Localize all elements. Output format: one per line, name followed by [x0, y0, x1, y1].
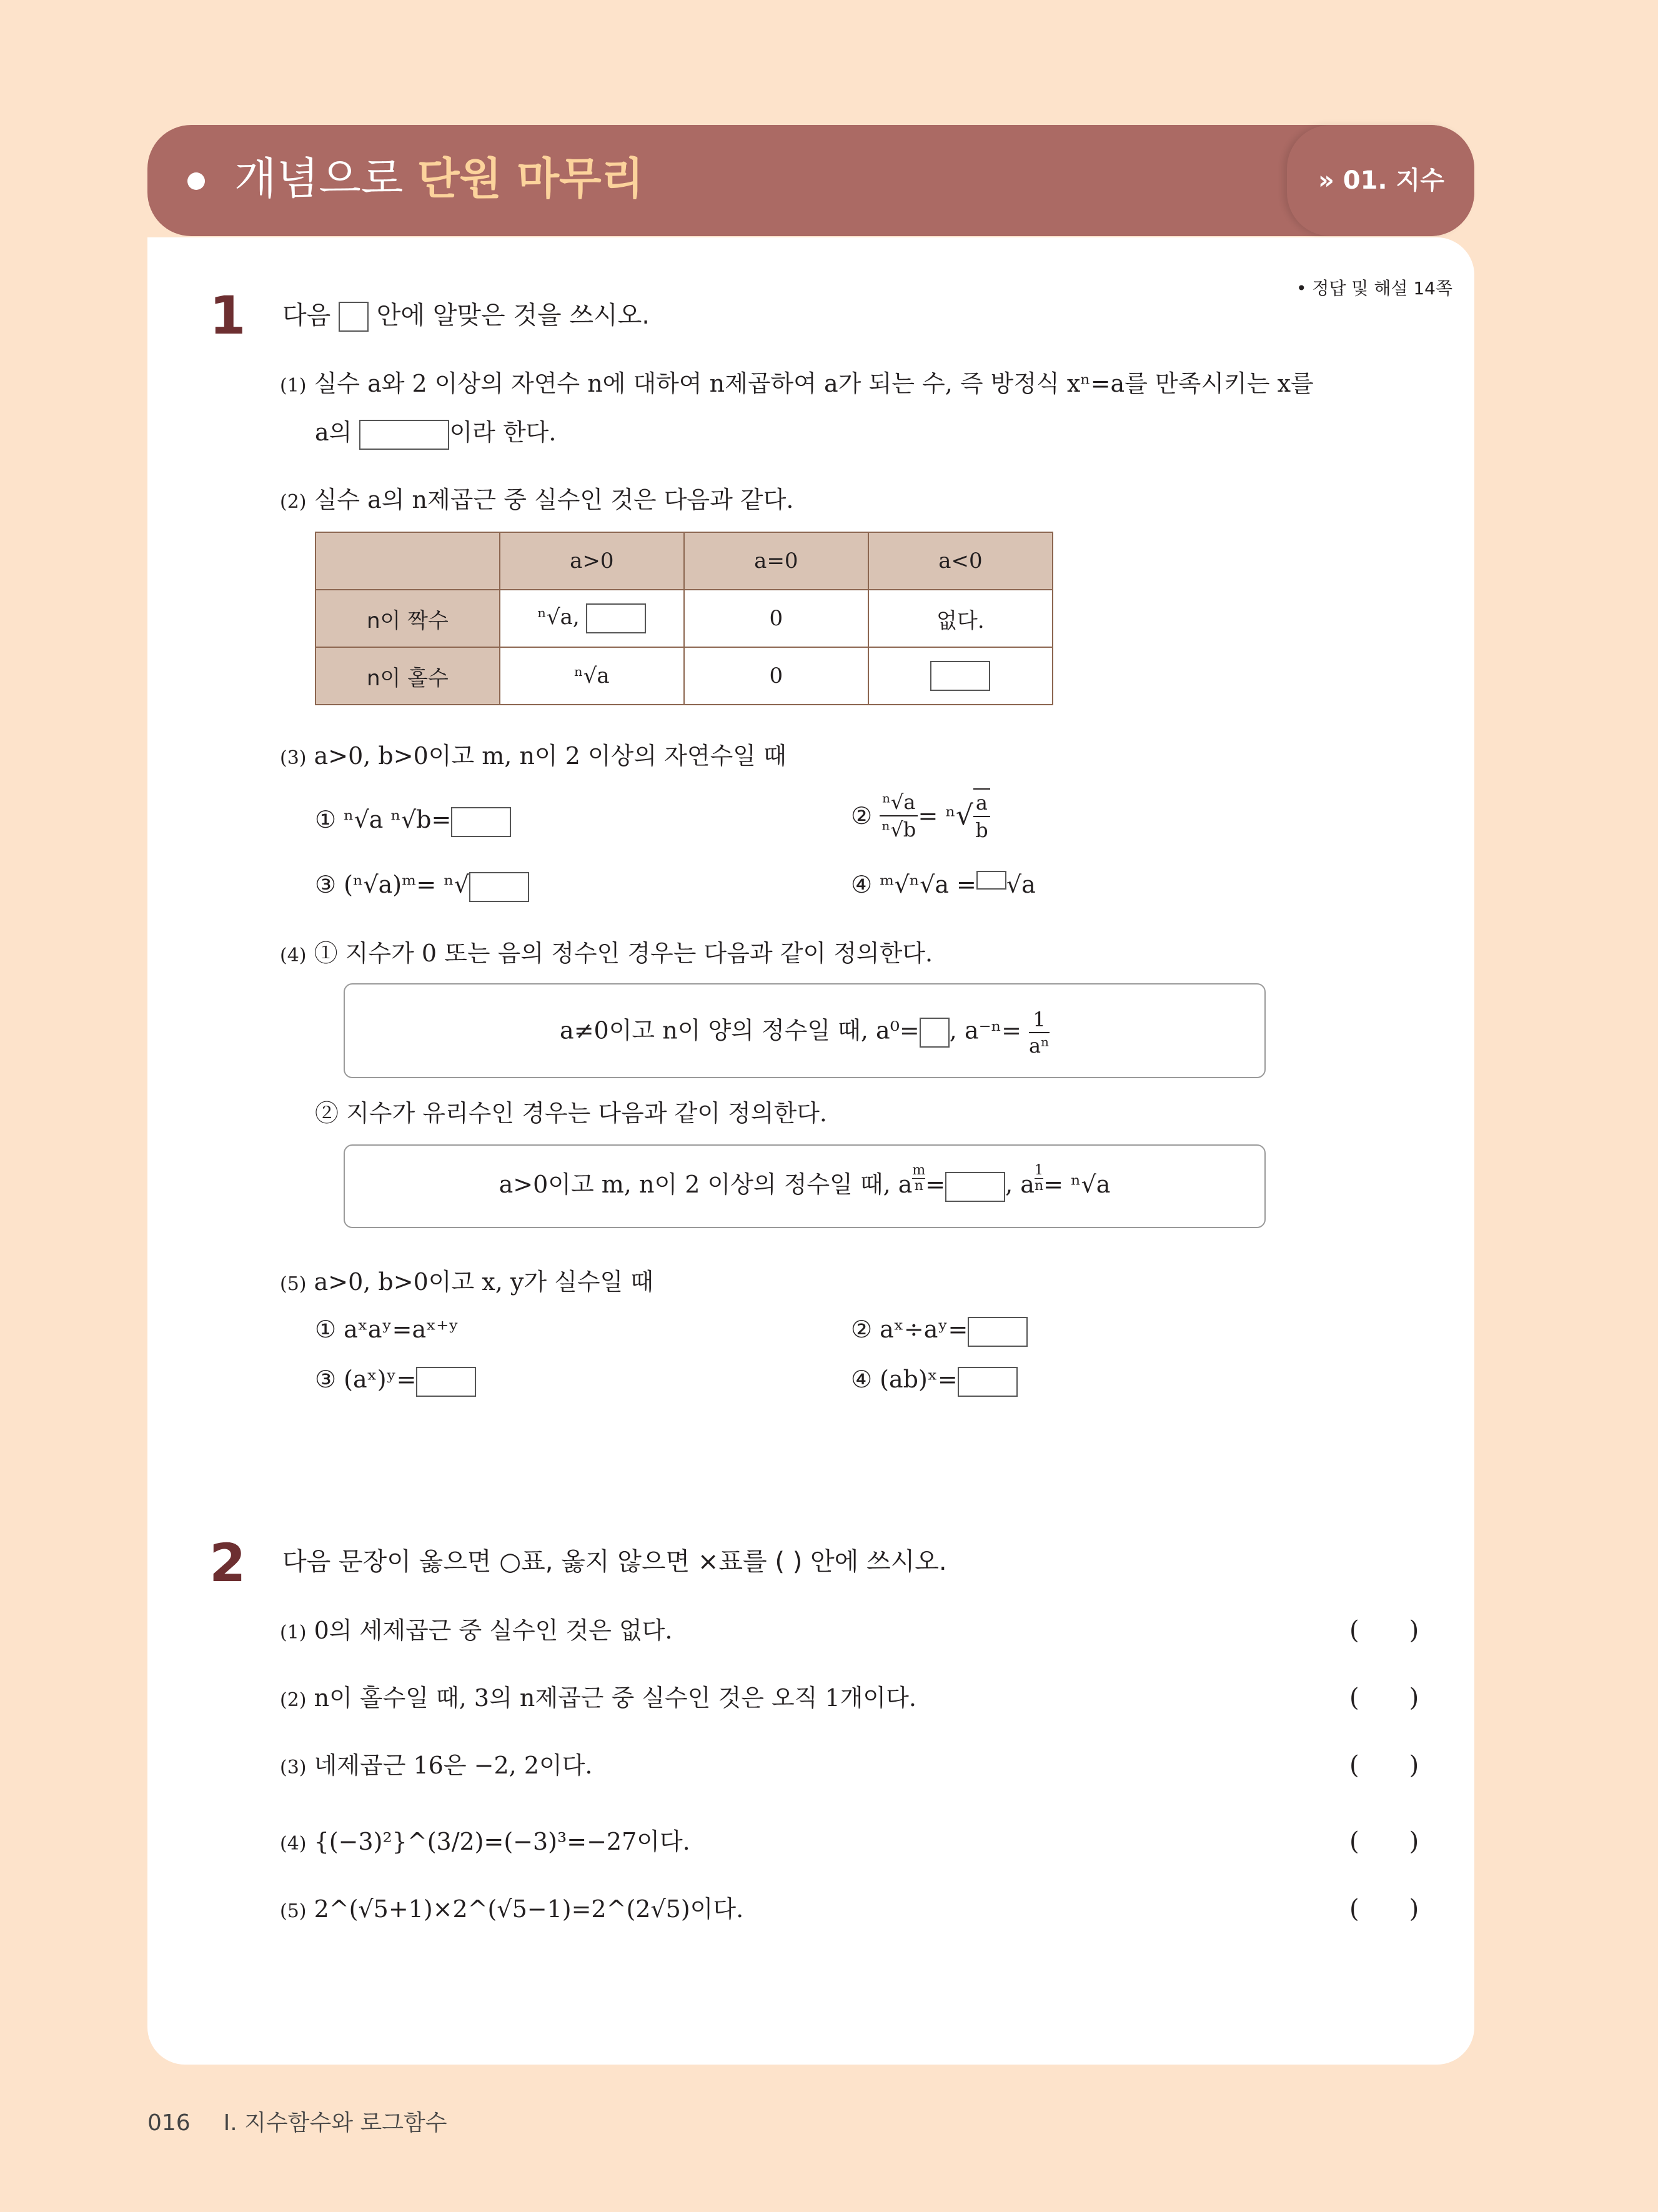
q1-part5: (5) a>0, b>0이고 x, y가 실수일 때 [280, 1268, 654, 1296]
answer-blank[interactable] [586, 603, 646, 633]
definition-box-1: a≠0이고 n이 양의 정수일 때, a⁰= , a⁻ⁿ= $\frac{1}{\text{aⁿ}}$ [344, 983, 1266, 1078]
answer-blank[interactable] [920, 1018, 950, 1048]
q1-part3: (3) a>0, b>0이고 m, n이 2 이상의 자연수일 때 [280, 742, 787, 770]
answer-paren[interactable]: ( ) [1349, 1827, 1419, 1856]
page-footer [147, 2105, 447, 2137]
answer-paren[interactable]: ( ) [1349, 1895, 1419, 1923]
q1-part3-item4: ④ ᵐ√ⁿ√a = √a [851, 871, 1036, 898]
q1-part5-item1: ① aˣaʸ=aˣ⁺ʸ [315, 1316, 459, 1343]
q1-part1-line2: a의 이라 한다. [315, 414, 556, 451]
q1-part3-item3: ③ (ⁿ√a)ᵐ= ⁿ√ [315, 866, 529, 903]
q2-item-4: (4) {(−3)²}^(3/2)=(−3)³=−27이다. [280, 1828, 690, 1855]
answer-blank[interactable] [416, 1367, 476, 1397]
title-highlight: 단원 마무리 [417, 153, 644, 204]
q2-item-5: (5) 2^(√5+1)×2^(√5−1)=2^(2√5)이다. [280, 1895, 744, 1923]
q1-part3-item2: ② $\frac{\text{ⁿ√a}}{\text{ⁿ√b}}$ = ⁿ√ $\frac{a}{b}$ [851, 788, 990, 857]
definition-box-2: a>0이고 m, n이 2 이상의 정수일 때, a $\frac{m}{n}$ = , a $\frac{1}{n}$ = ⁿ√a [344, 1144, 1266, 1228]
q1-part4: (4) ① 지수가 0 또는 음의 정수인 경우는 다음과 같이 정의한다. [280, 940, 933, 967]
answer-blank[interactable] [451, 807, 511, 837]
answer-blank[interactable] [930, 661, 990, 691]
answer-paren[interactable]: ( ) [1349, 1684, 1419, 1712]
q2-item-3: (3) 네제곱근 16은 −2, 2이다. [280, 1752, 593, 1779]
q1-part2: (2) 실수 a의 n제곱근 중 실수인 것은 다음과 같다. [280, 486, 794, 513]
nth-root-table [315, 532, 1053, 705]
q1-part5-item4: ④ (ab)ˣ= [851, 1361, 1018, 1398]
q1-part4-case2: ② 지수가 유리수인 경우는 다음과 같이 정의한다. [315, 1099, 828, 1127]
q2-item-2: (2) n이 홀수일 때, 3의 n제곱근 중 실수인 것은 오직 1개이다. [280, 1684, 916, 1712]
question-1-prompt: 다음 안에 알맞은 것을 쓰시오. [282, 297, 650, 334]
table-header-row: a>0 a=0 a<0 [315, 532, 1053, 590]
q1-part3-item1: ① ⁿ√a ⁿ√b= [315, 801, 511, 838]
section-title [234, 147, 643, 210]
q2-item-1: (1) 0의 세제곱근 중 실수인 것은 없다. [280, 1617, 673, 1644]
answer-blank[interactable] [958, 1367, 1018, 1397]
chapter-title: I. 지수함수와 로그함수 [223, 2110, 447, 2136]
q1-part5-item2: ② aˣ÷aʸ= [851, 1311, 1028, 1348]
question-2-prompt: 다음 문장이 옳으면 ○표, 옳지 않으면 ×표를 ( ) 안에 쓰시오. [282, 1547, 947, 1576]
answer-blank[interactable] [469, 872, 529, 902]
answer-blank[interactable] [976, 871, 1006, 890]
question-1-number: 1 [209, 285, 246, 346]
page-number: 016 [147, 2110, 191, 2136]
bullet-icon [187, 172, 205, 190]
answer-paren[interactable]: ( ) [1349, 1616, 1419, 1645]
question-2-number: 2 [209, 1532, 246, 1594]
blank-box-icon [339, 302, 369, 332]
answer-blank[interactable] [968, 1317, 1028, 1347]
answer-paren[interactable]: ( ) [1349, 1751, 1419, 1780]
q1-part5-item3: ③ (aˣ)ʸ= [315, 1361, 476, 1398]
answer-note: • 정답 및 해설 14쪽 [1296, 278, 1453, 299]
table-row: n이 홀수 ⁿ√a 0 [315, 647, 1053, 705]
table-row: n이 짝수 ⁿ√a, 0 없다. [315, 590, 1053, 647]
answer-blank[interactable] [359, 420, 449, 450]
q1-part1: (1) 실수 a와 2 이상의 자연수 n에 대하여 n제곱하여 a가 되는 수, 즉 방정식 xⁿ=a를 만족시키는 x를 [280, 370, 1314, 397]
answer-blank[interactable] [945, 1172, 1005, 1202]
title-prefix: 개념으로 [234, 153, 404, 204]
unit-label: » 01. 지수 [1318, 166, 1444, 195]
